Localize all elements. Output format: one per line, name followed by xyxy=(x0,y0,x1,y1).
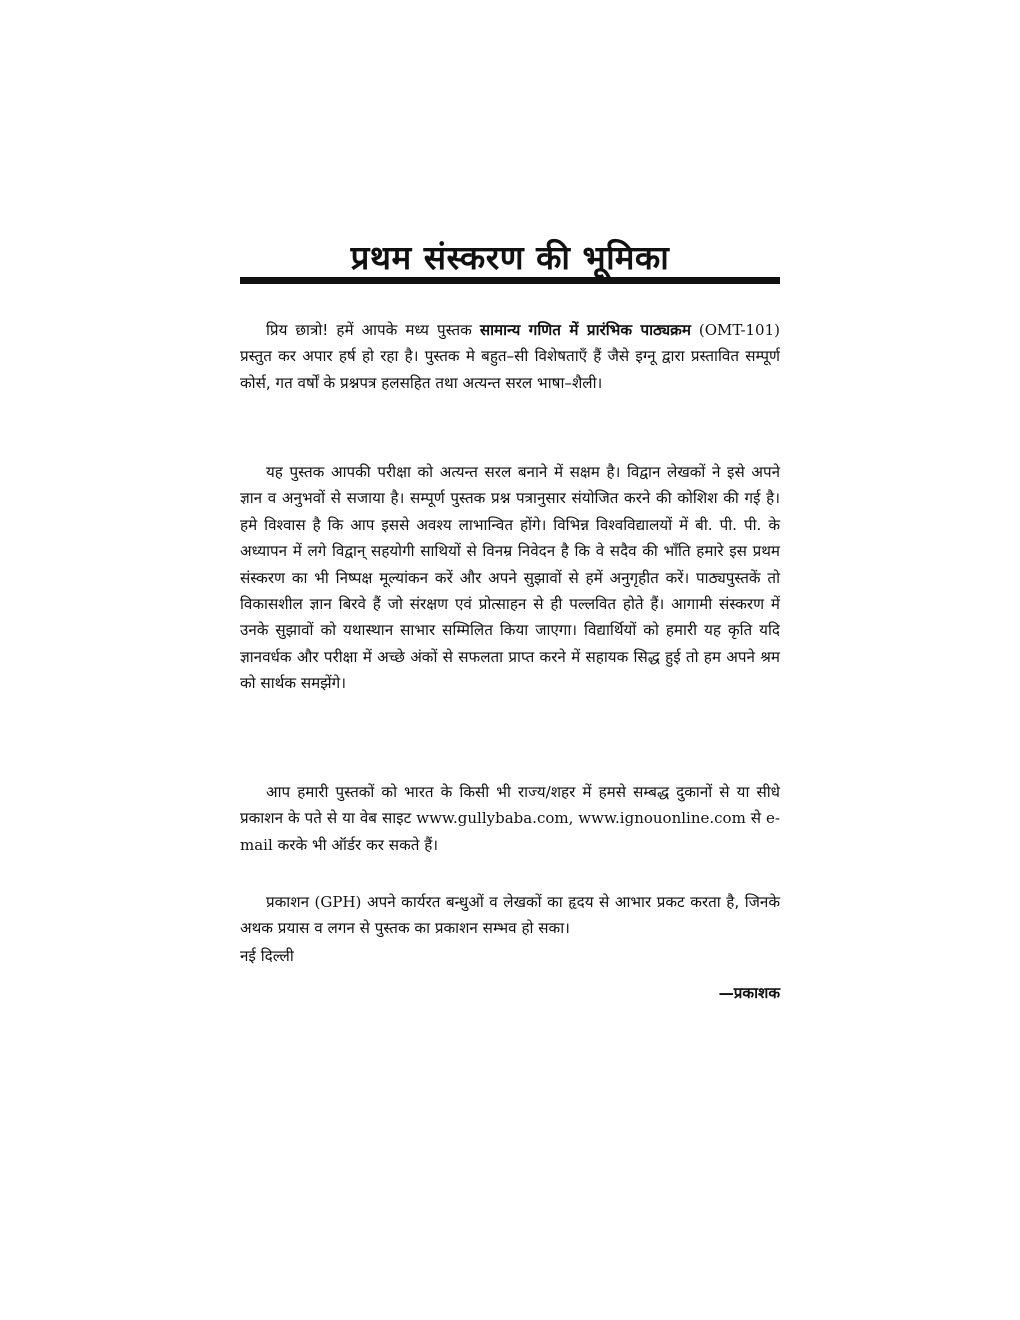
page-title: प्रथम संस्करण की भूमिका xyxy=(350,238,670,278)
ordering-text-1: आप हमारी पुस्तकों को भारत के किसी भी राज्य/शहर में हमसे सम्बद्ध दुकानों से या सीधे प्रकाशन के पते से या वेब साइट xyxy=(240,783,780,828)
website-links: www.gullybaba.com, www.ignouonline.com xyxy=(416,809,746,828)
ack-text-1: प्रकाशन xyxy=(266,893,315,911)
ack-text-2: अपने कार्यरत बन्धुओं व लेखकों का हृदय से आभार प्रकट करता है, जिनके अथक प्रयास व लगन से पुस्तक का प्रकाशन सम्भव हो सका। xyxy=(240,893,780,938)
ordering-text-2: से xyxy=(745,809,767,828)
email-word: e-mail xyxy=(240,809,780,854)
place-name: नई दिल्ली xyxy=(240,947,294,965)
course-code: (OMT-101) xyxy=(690,321,780,339)
title-divider xyxy=(240,277,780,284)
intro-text-1: प्रिय छात्रो! हमें आपके मध्य पुस्तक xyxy=(266,321,480,339)
intro-text-2: प्रस्तुत कर अपार हर्ष हो रहा है। पुस्तक मे बहुत–सी विशेषताएँ हैं जैसे इग्नू द्वारा प्रस्तावित सम्पूर्ण कोर्स, गत वर्षों के प्रश्नपत्र हलसहित तथा अत्यन्त सरल भाषा–शैली। xyxy=(240,347,780,392)
paragraph-intro xyxy=(240,317,780,396)
ordering-text-3: करके भी ऑर्डर कर सकते हैं। xyxy=(272,835,439,854)
paragraph-acknowledgement xyxy=(240,889,780,942)
paragraph-ordering xyxy=(240,779,780,858)
publisher-signature: —प्रकाशक xyxy=(718,984,780,1002)
paragraph-body: यह पुस्तक आपकी परीक्षा को अत्यन्त सरल बनाने में सक्षम है। विद्वान लेखकों ने इसे अपने ज्ञान व अनुभवों से सजाया है। सम्पूर्ण पुस्तक प्रश्न पत्रानुसार संयोजित करने की कोशिश की गई है। हमे विश्वास है कि आप इससे अवश्य लाभान्वित होंगे। विभिन्न विश्वविद्यालयों में बी. पी. पी. के अध्यापन में लगे विद्वान् सहयोगी साथियों से विनम्र निवेदन है कि वे सदैव की भाँति हमारे इस प्रथम संस्करण का भी निष्पक्ष मूल्यांकन करें और अपने सुझावों से हमें अनुगृहीत करें। पाठ्यपुस्तकें तो विकासशील ज्ञान बिरवे हैं जो संरक्षण एवं प्रोत्साहन से ही पल्लवित होते हैं। आगामी संस्करण में उनके सुझावों को यथास्थान साभार सम्मिलित किया जाएगा। विद्यार्थियों को हमारी यह कृति यदि ज्ञानवर्धक और परीक्षा में अच्छे अंकों से सफलता प्राप्त करने में सहायक सिद्ध हुई तो हम अपने श्रम को सार्थक समझेंगे। xyxy=(240,463,780,693)
book-title-bold: सामान्य गणित में प्रारंभिक पाठ्यक्रम xyxy=(479,321,691,339)
publisher-code: (GPH) xyxy=(314,893,362,911)
